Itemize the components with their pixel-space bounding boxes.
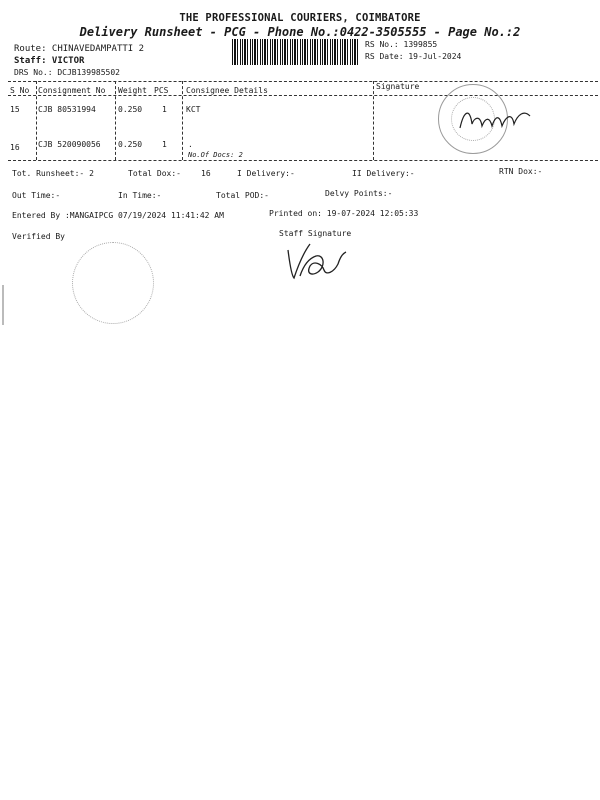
row-pcs: 1	[162, 140, 167, 149]
row-weight: 0.250	[118, 105, 143, 114]
delvy-points: Delvy Points:-	[325, 189, 393, 198]
row-consignment: CJB 520090056	[38, 140, 101, 149]
header-signature: Signature	[376, 82, 420, 91]
row-consignment: CJB 80531994	[38, 105, 96, 114]
header-pcs: PCS	[154, 86, 169, 95]
route-label: Route: CHINAVEDAMPATTI 2	[14, 44, 145, 54]
total-dox-label: Total Dox:-	[128, 169, 181, 178]
column-divider	[115, 81, 116, 160]
in-time: In Time:-	[118, 191, 162, 200]
row-pcs: 1	[162, 105, 167, 114]
i-delivery: I Delivery:-	[237, 169, 295, 178]
receiver-signature-mark	[456, 104, 536, 136]
rtn-dox: RTN Dox:-	[499, 167, 543, 176]
row-sno: 16	[10, 143, 20, 152]
ii-delivery: II Delivery:-	[352, 169, 415, 178]
barcode	[232, 39, 360, 65]
verified-by: Verified By	[12, 232, 65, 241]
column-divider	[36, 81, 37, 160]
row-sno: 15	[10, 105, 20, 114]
staff-signature-label: Staff Signature	[279, 229, 352, 238]
runsheet-title: Delivery Runsheet - PCG - Phone No.:0422-3505555 - Page No.:2	[79, 25, 521, 39]
printed-on: Printed on: 19-07-2024 12:05:33	[269, 209, 419, 218]
total-dox-value: 16	[201, 169, 211, 178]
entered-by: Entered By :MANGAIPCG 07/19/2024 11:41:42 AM	[12, 211, 224, 220]
company-name: THE PROFESSIONAL COURIERS, COIMBATORE	[179, 12, 421, 24]
total-pod: Total POD:-	[216, 191, 269, 200]
staff-label: Staff: VICTOR	[14, 56, 85, 66]
table-top-rule	[8, 81, 598, 82]
scan-edge-mark	[2, 285, 4, 325]
staff-signature-mark	[280, 236, 352, 284]
table-bottom-rule	[8, 160, 598, 161]
row-docs-count: No.Of Docs: 2	[188, 151, 243, 159]
header-weight: Weight	[118, 86, 147, 95]
header-consignment: Consignment No	[38, 86, 106, 95]
drs-number: DRS No.: DCJB139985502	[14, 68, 120, 77]
table-header-rule	[8, 95, 598, 96]
column-divider	[182, 81, 183, 160]
rs-date: RS Date: 19-Jul-2024	[365, 52, 462, 61]
out-time: Out Time:-	[12, 191, 61, 200]
header-consignee: Consignee Details	[186, 86, 268, 95]
row-consignee: KCT	[186, 105, 201, 114]
row-weight: 0.250	[118, 140, 143, 149]
rs-number: RS No.: 1399855	[365, 40, 438, 49]
verification-stamp	[72, 242, 154, 324]
tot-runsheet: Tot. Runsheet:- 2	[12, 169, 94, 178]
header-sno: S No	[10, 86, 30, 95]
row-consignee: .	[188, 140, 193, 149]
column-divider	[373, 81, 374, 160]
